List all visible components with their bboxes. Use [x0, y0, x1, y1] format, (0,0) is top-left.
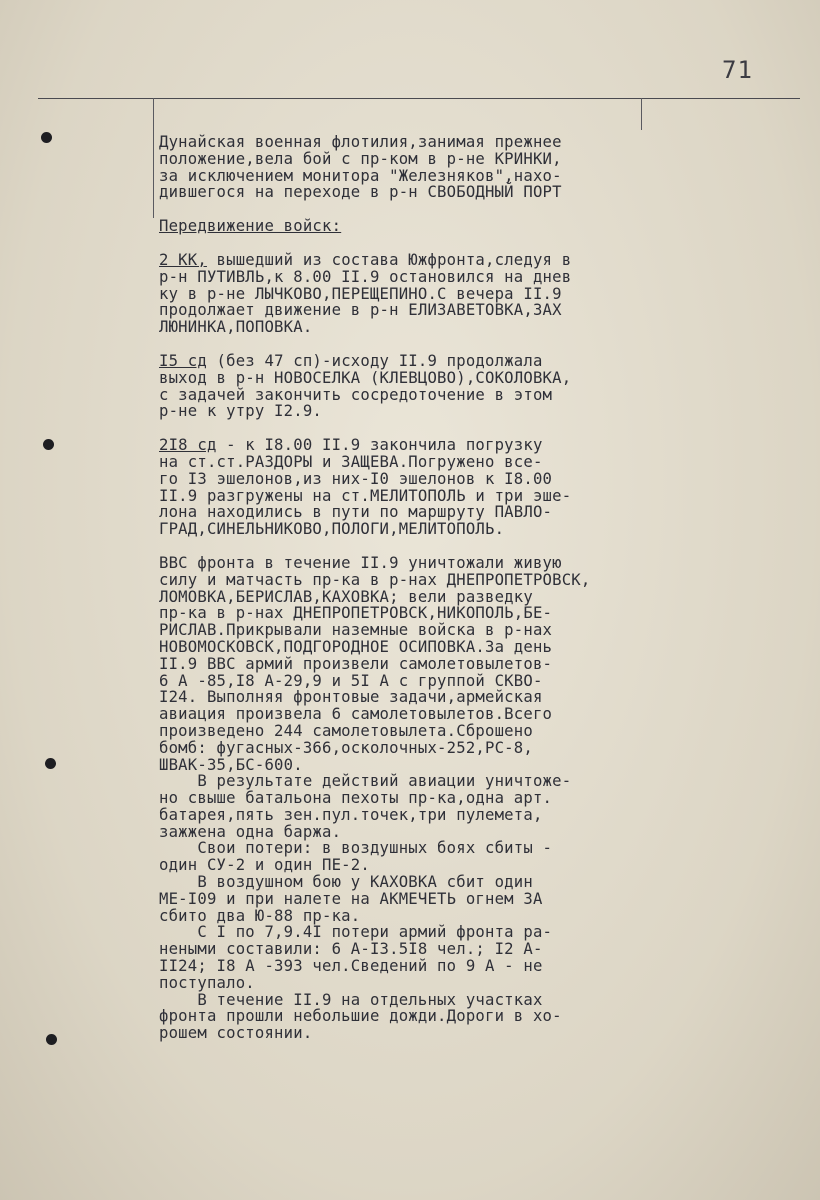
page-number: 71 — [722, 56, 753, 84]
text-line: Свои потери: в воздушных боях сбиты - — [159, 839, 553, 858]
text-line: II24; I8 А -393 чел.Сведений по 9 А - не — [159, 957, 543, 976]
text-line: произведено 244 самолетовылета.Сброшено — [159, 721, 533, 740]
text-line: сбито два Ю-88 пр-ка. — [159, 906, 361, 925]
binding-hole — [41, 132, 52, 143]
text-line: неными составили: 6 А-I3.5I8 чел.; I2 А- — [159, 940, 543, 959]
text-line: на ст.ст.РАЗДОРЫ и ЗАЩЕВА.Погружено все- — [159, 452, 543, 471]
text-line: рошем состоянии. — [159, 1024, 313, 1043]
text-line: положение,вела бой с пр-ком в р-не КРИНКИ, — [159, 149, 562, 168]
text-line: НОВОМОСКОВСК,ПОДГОРОДНОЕ ОСИПОВКА.За день — [159, 637, 553, 656]
text-line: В воздушном бою у КАХОВКА сбит один — [159, 873, 533, 892]
unit-label: 2 КК, — [159, 250, 207, 269]
flotilla-paragraph — [159, 134, 679, 201]
text-line: В течение II.9 на отдельных участках — [159, 990, 543, 1009]
text-line: ШВАК-35,БС-600. — [159, 755, 303, 774]
text-line-content: - к I8.00 II.9 закончила погрузку — [216, 436, 543, 455]
text-line: бомб: фугасных-366,осколочных-252,РС-8, — [159, 738, 533, 757]
text-line: ВВС фронта в течение II.9 уничтожали живую — [159, 553, 562, 572]
text-line: пр-ка в р-нах ДНЕПРОПЕТРОВСК,НИКОПОЛЬ,БЕ- — [159, 604, 553, 623]
text-line — [159, 437, 679, 454]
text-line: ЛЮНИНКА,ПОПОВКА. — [159, 318, 313, 337]
binding-hole — [43, 439, 54, 450]
text-line: но свыше батальона пехоты пр-ка,одна арт. — [159, 789, 553, 808]
15sd-paragraph — [159, 353, 679, 420]
unit-label: 2I8 сд — [159, 436, 217, 455]
text-line: С I по 7,9.4I потери армий фронта ра- — [159, 923, 553, 942]
text-line: го I3 эшелонов,из них-I0 эшелонов к I8.00 — [159, 469, 553, 488]
section-heading: Передвижение войск: — [159, 217, 342, 236]
text-line: МЕ-I09 и при налете на АКМЕЧЕТЬ огнем ЗА — [159, 889, 543, 908]
text-line: ку в р-не ЛЫЧКОВО,ПЕРЕЩЕПИНО.С вечера II.9 — [159, 284, 562, 303]
text-line: ЛОМОВКА,БЕРИСЛАВ,КАХОВКА; вели разведку — [159, 587, 533, 606]
text-line: за исключением монитора "Железняков",нахо- — [159, 166, 562, 185]
text-line: р-не к утру I2.9. — [159, 402, 322, 421]
text-line: авиация произвела 6 самолетовылетов.Всего — [159, 705, 553, 724]
text-line: выход в р-н НОВОСЕЛКА (КЛЕВЦОВО),СОКОЛОВКА, — [159, 368, 572, 387]
text-line: зажжена одна баржа. — [159, 822, 342, 841]
text-line: I24. Выполняя фронтовые задачи,армейская — [159, 688, 543, 707]
vvs-paragraph — [159, 555, 679, 1042]
binding-hole — [45, 758, 56, 769]
text-line: В результате действий авиации уничтоже- — [159, 772, 572, 791]
text-line — [159, 353, 679, 370]
text-line: II.9 ВВС армий произвели самолетовылетов- — [159, 654, 553, 673]
right-margin-line — [641, 98, 642, 130]
text-line: лона находились в пути по маршруту ПАВЛО- — [159, 503, 553, 522]
text-line: р-н ПУТИВЛЬ,к 8.00 II.9 остановился на днев — [159, 267, 572, 286]
text-line: батарея,пять зен.пул.точек,три пулемета, — [159, 805, 543, 824]
text-line: ГРАД,СИНЕЛЬНИКОВО,ПОЛОГИ,МЕЛИТОПОЛЬ. — [159, 520, 505, 539]
text-line: дившегося на переходе в р-н СВОБОДНЫЙ ПОРТ — [159, 183, 562, 202]
218sd-paragraph — [159, 437, 679, 538]
text-line: поступало. — [159, 973, 255, 992]
text-line-content: вышедший из состава Южфронта,следуя в — [206, 250, 572, 269]
text-line-content: (без 47 сп)-исходу II.9 продолжала — [206, 351, 543, 370]
text-line: один СУ-2 и один ПЕ-2. — [159, 856, 370, 875]
text-line: 6 А -85,I8 А-29,9 и 5I А с группой СКВО- — [159, 671, 543, 690]
text-line: силу и матчасть пр-ка в р-нах ДНЕПРОПЕТРОВСК, — [159, 570, 591, 589]
2kk-paragraph — [159, 252, 679, 336]
unit-label: I5 сд — [159, 351, 207, 370]
movement-heading — [159, 218, 679, 235]
text-line: Дунайская военная флотилия,занимая прежнее — [159, 133, 562, 151]
left-margin-line — [153, 98, 154, 218]
binding-hole — [46, 1034, 57, 1045]
text-line: II.9 разгружены на ст.МЕЛИТОПОЛЬ и три эше- — [159, 486, 572, 505]
text-line: фронта прошли небольшие дожди.Дороги в хо- — [159, 1007, 562, 1026]
document-body — [159, 134, 679, 1059]
text-line — [159, 252, 679, 269]
text-line: с задачей закончить сосредоточение в этом — [159, 385, 553, 404]
text-line: РИСЛАВ.Прикрывали наземные войска в р-нах — [159, 621, 553, 640]
text-line: продолжает движение в р-н ЕЛИЗАВЕТОВКА,ЗАХ — [159, 301, 562, 320]
